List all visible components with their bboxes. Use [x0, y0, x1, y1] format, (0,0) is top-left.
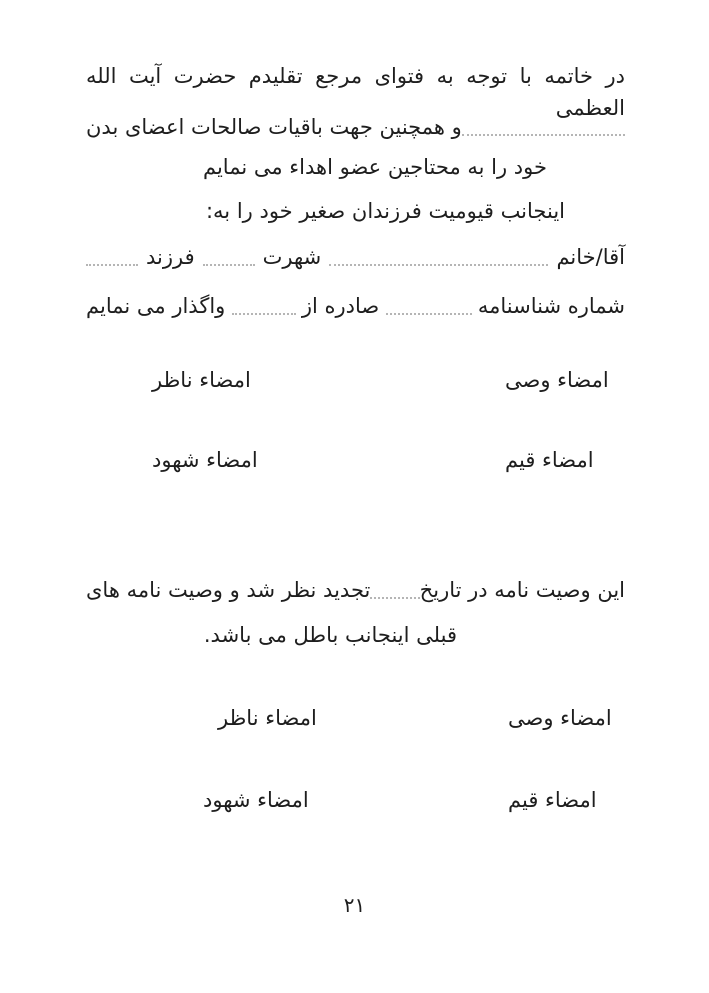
field-child-of-label: فرزند — [146, 245, 195, 269]
revision-row — [86, 574, 625, 606]
field-title-label: آقا/خانم — [556, 245, 625, 269]
guardianship-intro: اینجانب قیومیت فرزندان صغیر خود را به: — [205, 199, 565, 223]
dotted-blank-marja-name — [462, 111, 625, 136]
dotted-blank-surname — [203, 241, 255, 266]
witnesses-signature-label-2: امضاء شهود — [203, 788, 309, 812]
field-surname-label: شهرت — [262, 245, 322, 269]
dotted-blank-revision-date — [370, 574, 419, 599]
revision-line-2: قبلی اینجانب باطل می باشد. — [203, 623, 457, 647]
executor-signature-label-2: امضاء وصی — [508, 706, 612, 730]
field-id-number-label: شماره شناسنامه — [477, 294, 625, 318]
dotted-blank-father-name — [86, 241, 138, 266]
guardian-signature-label-1: امضاء قیم — [505, 448, 594, 472]
witnesses-signature-label-1: امضاء شهود — [152, 448, 258, 472]
supervisor-signature-label-1: امضاء ناظر — [152, 368, 251, 392]
guardianship-name-row — [86, 241, 625, 273]
revision-tail-text: تجدید نظر شد و وصیت نامه های — [86, 578, 371, 602]
assign-closing-text: واگذار می نمایم — [86, 294, 226, 318]
guardian-signature-label-2: امضاء قیم — [508, 788, 597, 812]
revision-lead-text: این وصیت نامه در تاریخ — [419, 578, 625, 602]
closing-paragraph-line-3: خود را به محتاجین عضو اهداء می نمایم — [202, 155, 547, 179]
guardianship-id-row — [86, 290, 625, 322]
page-number: ۲۱ — [343, 893, 366, 917]
dotted-blank-id-number — [386, 290, 472, 315]
executor-signature-label-1: امضاء وصی — [505, 368, 609, 392]
closing-paragraph-line-1: در خاتمه با توجه به فتوای مرجع تقلیدم حضرت آیت الله العظمی — [86, 64, 625, 120]
field-issued-from-label: صادره از — [301, 294, 380, 318]
closing-paragraph-line-2-text: و همچنین جهت باقیات صالحات اعضای بدن — [86, 115, 462, 139]
dotted-blank-name — [329, 241, 548, 266]
supervisor-signature-label-2: امضاء ناظر — [218, 706, 317, 730]
closing-paragraph-line-2 — [86, 111, 625, 143]
dotted-blank-issued-from — [232, 290, 296, 315]
